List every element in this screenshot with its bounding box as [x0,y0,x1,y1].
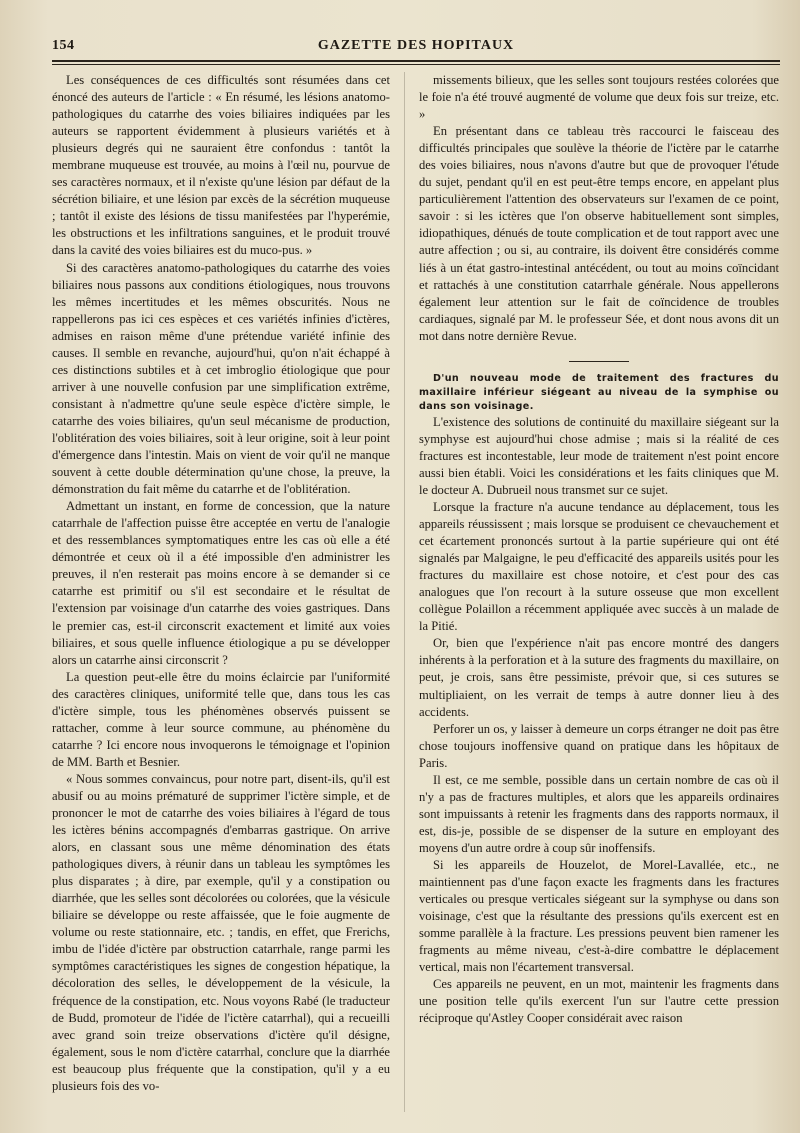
paragraph: Or, bien que l'expérience n'ait pas encore montré des dangers inhérents à la perforation et à la suture des fragments du maxillaire, on peut, je crois, sans être pessimiste, prévoir que, si ces sutures se multipliaient, on les verrait de temps à autre donner lieu à des accidents. [419,636,779,719]
paragraph: Ces appareils ne peuvent, en un mot, maintenir les fragments dans une position telle qu'ils exercent l'un sur l'autre cette pression réciproque qu'Astley Cooper considérait avec raison [419,977,779,1026]
paragraph: missements bilieux, que les selles sont toujours restées colorées que le foie n'a été trouvé augmenté de volume que deux fois sur treize, etc. » [419,73,779,122]
paragraph: Lorsque la fracture n'a aucune tendance au déplacement, tous les appareils réussissent ; mais lorsque se produisent ce chevauchement et cet écartement prononcés surtout à la partie supérieure qui ont été signalés par Malgaigne, le peu d'efficacité des appareils usités pour les fractures du maxillaire est chose notoire, et c'est pour des cas analogues que l'on recourt à la suture osseuse que mon excellent collègue Polaillon a récemment appliquée avec succès à un malade de la Pitié. [419,499,779,634]
paragraph: Si les appareils de Houzelot, de Morel-Lavallée, etc., ne maintiennent pas d'une façon exacte les fragments dans les fractures verticales ou presque verticales siégeant sur la symphyse ou dans son voisinage, c'est que la résultante des pressions qu'ils exercent est en somme parallèle à la fracture. Les pressions peuvent bien ramener les fragments au même niveau, c'est-à-dire combattre le déplacement vertical, mais non l'écartement transversal. [419,857,779,975]
section-divider [569,361,629,362]
paragraph: La question peut-elle être du moins éclaircie par l'uniformité des caractères cliniques, uniformité telle que, dans tous les cas d'ictère simple, tous les phénomènes observés puissent se rattacher, comme à leur source commune, au phénomène du catarrhe ? Ici encore nous invoquerons le témoignage et l'opinion de MM. Barth et Besnier. [52,669,390,769]
paragraph: En présentant dans ce tableau très raccourci le faisceau des difficultés principales que soulève la théorie de l'ictère par le catarrhe des voies biliaires, nous n'avons d'autre but que de provoquer l'étude du sujet, pendant qu'il en est peut-être temps encore, en appelant plus particulièrement l'attention des observateurs sur l'examen de ce point, savoir : si les ictères que l'on observe habituellement sont simples, idiopathiques, dénués de toute complication et de tout rapport avec une autre affection ; ou si, au contraire, ils doivent être considérés comme liés à un état gastro-intestinal antécédent, ou tout au moins coïncidant et rattachés à une constitution catarrhale générale. Nous appellerons également leur attention sur le fait de coïncidence de troubles cardiaques, signalé par M. le professeur Sée, et dont nous avons dit un mot dans notre dernière Revue. [419,124,779,343]
column-separator [404,72,405,1112]
paragraph: « Nous sommes convaincus, pour notre part, disent-ils, qu'il est abusif ou au moins prématuré de supprimer l'ictère simple, et de prononcer le mot de catarrhe des voies biliaires à l'égard de tous les ictères bénins accompagnés d'embarras gastrique. On arrive alors, en classant sous une même dénomination des états pathologiques divers, à réunir dans un tableau les symptômes les plus disparates ; à dire, par exemple, qu'il y a constipation ou diarrhée, que les selles sont décolorées ou colorées, que la vésicule biliaire se développe ou reste affaissée, que le foie augmente de volume ou reste stationnaire, etc. ; tandis, en effet, que Frerichs, imbu de l'idée d'ictère par obstruction catarrhale, range parmi les symptômes caractéristiques les signes de congestion hépatique, la décoloration des selles, le développement de la vésicule, la fréquence de la constipation, etc. Nous voyons Rabé (le traducteur de Budd, promoteur de l'idée de l'ictère catarrhal), qui a recueilli avec grand soin treize observations d'ictère qu'il désigne, également, sous le nom d'ictère catarrhal, conclure que la diarrhée est beaucoup plus fréquente que la constipation, qu'il y a eu plusieurs fois des vo- [52,771,390,1093]
paragraph: Admettant un instant, en forme de concession, que la nature catarrhale de l'affection puisse être acceptée en vertu de l'analogie et des ressemblances symptomatiques entre les cas où elle a été démontrée et ceux où il a été impossible d'en administrer les preuves, il n'en resterait pas moins encore à se demander si ce catarrhe est primitif ou s'il est secondaire et le résultat de l'extension par voisinage d'un catarrhe des voies gastriques. Dans le premier cas, est-il circonscrit exactement et limité aux voies biliaires, et sous quelle influence étiologique a pu se développer alors un catarrhe ainsi circonscrit ? [52,499,390,667]
running-title: GAZETTE DES HOPITAUX [317,38,515,53]
paragraph: L'existence des solutions de continuité du maxillaire siégeant sur la symphyse est aujourd'hui chose admise ; mais si la réalité de ces fractures est incontestable, leur mode de traitement n'est point encore aussi bien établi. Voici les considérations et les faits cliniques que M. le docteur A. Dubrueil nous transmet sur ce sujet. [419,414,779,497]
paragraph: Perforer un os, y laisser à demeure un corps étranger ne doit pas être chose toujours inoffensive quand on pratique dans les hôpitaux de Paris. [419,721,779,770]
section-title: D'un nouveau mode de traitement des fractures du maxillaire inférieur siégeant au niveau de la symphise ou dans son voisinage. [419,372,779,412]
right-column [419,72,779,1027]
paragraph: Les conséquences de ces difficultés sont résumées dans cet énoncé des auteurs de l'article : « En résumé, les lésions anatomo-pathologiques du catarrhe des voies biliaires indiquées par les auteurs se rapportent évidemment à plusieurs variétés et à plusieurs degrés qui ne sauraient être confondus : tantôt la membrane muqueuse est trouvée, au moins à l'œil nu, pourvue de ses caractères normaux, et il n'existe qu'une lésion par défaut de la sécrétion biliaire, et une lésion par excès de la sécrétion muqueuse ; tantôt il existe des lésions de tissu manifestées par l'hyperémie, les obstructions et les infiltrations sanguines, et le produit trouvé dans la cavité des voies biliaires est du muco-pus. » [52,73,390,258]
header-rule-thin [52,64,780,65]
paragraph: Si des caractères anatomo-pathologiques du catarrhe des voies biliaires nous passons aux conditions étiologiques, nous trouvons les mêmes incertitudes et les mêmes obscurités. Nous ne rappellerons pas ici ces espèces et ces variétés infinies d'ictères, admises en raison même d'une prétendue variété infinie des causes. Il semble en revanche, aujourd'hui, qu'on n'ait échappé à ces distinctions subtiles et à cet imbroglio étiologique que pour arriver à une nouvelle confusion par une simplification extrême, consistant à n'admettre qu'une seule espèce d'ictère simple, le catarrhe des voies biliaires, qu'un seul mécanisme de production, l'oblitération des voies biliaires, soit à leur origine, soit à leur point d'émergence dans l'intestin. Mais on vient de voir qu'il ne manque souvent à cette double détermination qu'une chose, la preuve, la démonstration du fait même du catarrhe et de l'oblitération. [52,260,390,497]
paragraph: Il est, ce me semble, possible dans un certain nombre de cas où il n'y a pas de fractures multiples, et alors que les appareils ordinaires sont impuissants à retenir les fragments dans des rapports normaux, il est, dis-je, possible de se dispenser de la suture en employant des moyens d'un autre ordre à coup sûr inoffensifs. [419,772,779,855]
header-rule [52,60,780,62]
page-number: 154 [52,38,75,53]
page-header [52,36,780,58]
left-column [52,72,390,1095]
